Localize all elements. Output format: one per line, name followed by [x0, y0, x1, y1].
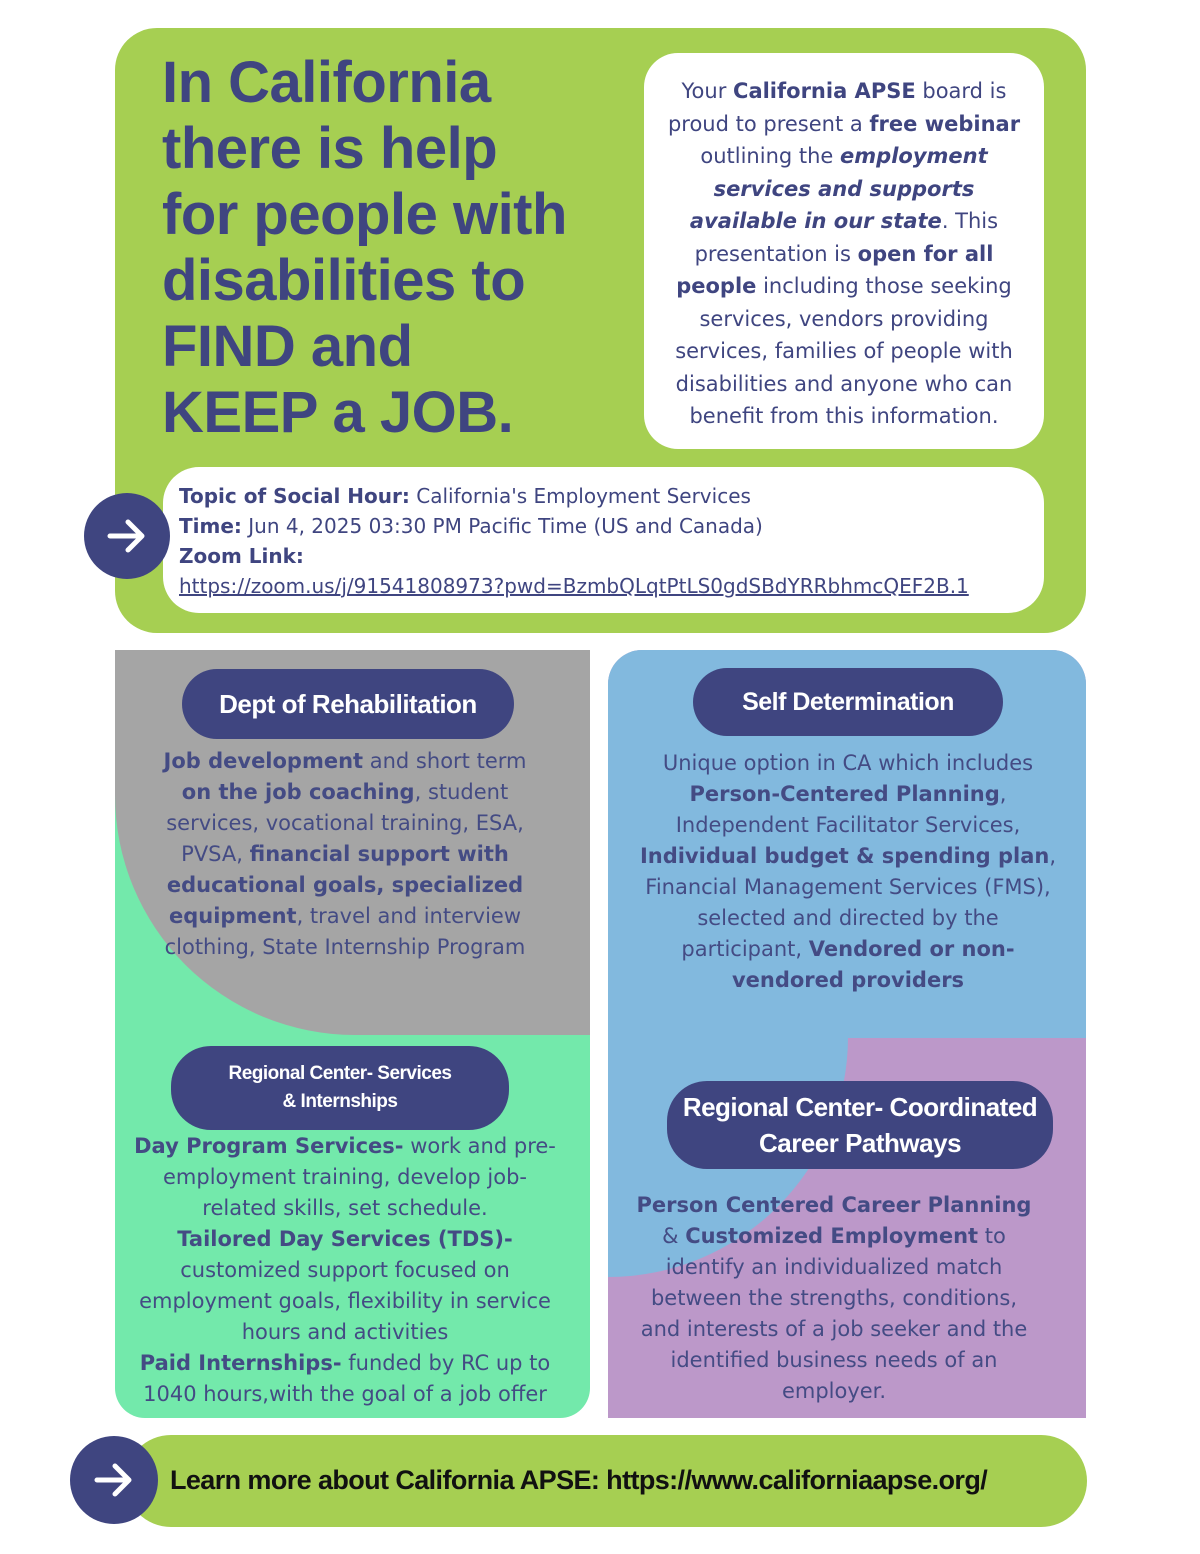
intro-text: Your — [681, 79, 734, 103]
dor-emphasis: Job development — [163, 749, 364, 773]
dor-emphasis: on the job coaching — [181, 780, 415, 804]
footer-link[interactable]: Learn more about California APSE: https://www.californiaapse.org/ — [170, 1465, 988, 1495]
rcsi-title-line: & Internships — [282, 1091, 398, 1112]
dor-text: , travel and interview clothing, State Internship Program — [164, 904, 526, 959]
rccp-body — [636, 1190, 1032, 1407]
headline-line: In California — [162, 50, 491, 115]
intro-text: board is proud to present a — [667, 79, 1007, 136]
intro-text: . This presentation is — [694, 209, 999, 266]
rcsi-text: work and pre-employment training, develop job-related skills, set schedule. — [163, 1134, 556, 1220]
dor-text: and short term — [363, 749, 527, 773]
zoom-link[interactable]: https://zoom.us/j/91541808973?pwd=BzmbQLqtPtLS0gdSBdYRRbhmcQEF2B.1 — [179, 574, 969, 598]
sd-title-pill — [693, 668, 1003, 736]
intro-org-name: California APSE — [733, 79, 916, 103]
footer-arrow-badge — [70, 1436, 158, 1524]
rccp-title-pill — [667, 1081, 1053, 1169]
rcsi-text: customized support focused on employment goals, flexibility in service hours and activities — [139, 1258, 551, 1344]
arrow-right-icon — [104, 513, 150, 559]
sd-emphasis: Individual budget & spending plan — [639, 844, 1050, 868]
sd-body — [636, 748, 1060, 996]
rccp-text: to identify an individualized match between the strengths, conditions, and interests of a job seeker and the identified business needs of an employer. — [640, 1224, 1028, 1403]
headline — [162, 50, 632, 446]
dor-title-pill — [182, 669, 514, 739]
headline-line: disabilities to — [162, 248, 526, 313]
dor-text: , student services, vocational training, ESA, PVSA, — [166, 780, 524, 866]
rcsi-title-line: Regional Center- Services — [228, 1063, 452, 1084]
event-zoom-label: Zoom Link: — [179, 544, 304, 568]
event-topic-label: Topic of Social Hour: — [179, 484, 410, 508]
rcsi-item — [130, 1348, 560, 1410]
sd-text: , Financial Management Services (FMS), selected and directed by the participant, — [645, 844, 1057, 961]
event-time — [179, 511, 1044, 541]
rccp-title-line: Regional Center- Coordinated — [682, 1092, 1038, 1122]
event-topic-value: California's Employment Services — [409, 484, 751, 508]
intro-text: including those seeking services, vendors providing services, families of people with disabilities and anyone who can benefit from this information. — [675, 274, 1013, 428]
headline-line: KEEP a JOB. — [162, 380, 514, 445]
rcsi-body — [130, 1131, 560, 1410]
rccp-text: & — [662, 1224, 686, 1248]
headline-line: for people with — [162, 182, 567, 247]
dor-emphasis: financial support with educational goals, specialized equipment — [166, 842, 524, 928]
sd-text: , Independent Facilitator Services, — [675, 782, 1021, 837]
rcsi-item — [130, 1131, 560, 1224]
rcsi-emphasis: Tailored Day Services (TDS)- — [177, 1227, 513, 1251]
sd-emphasis: Vendored or non-vendored providers — [731, 937, 1015, 992]
event-time-value: Jun 4, 2025 03:30 PM Pacific Time (US and Canada) — [241, 514, 763, 538]
rccp-title-line: Career Pathways — [758, 1128, 962, 1158]
intro-open-all: open for all people — [676, 241, 994, 298]
intro-free-webinar: free webinar — [869, 111, 1021, 136]
intro-text: outlining the — [700, 144, 841, 168]
intro-services-emphasis: employment services and supports available in our state — [689, 144, 988, 233]
rccp-emphasis: Person Centered Career Planning — [636, 1193, 1032, 1217]
headline-line: FIND and — [162, 314, 413, 379]
event-topic — [179, 481, 1044, 511]
sd-emphasis: Person-Centered Planning — [689, 782, 1000, 806]
event-zoom-row — [179, 571, 1044, 601]
rcsi-emphasis: Day Program Services- — [134, 1134, 404, 1158]
event-zoom — [179, 541, 1044, 571]
sd-text: Unique option in CA which includes — [662, 751, 1034, 775]
rcsi-title-pill — [171, 1046, 509, 1130]
rcsi-item — [130, 1224, 560, 1348]
intro-card — [644, 53, 1044, 449]
event-arrow-badge — [84, 493, 170, 579]
dor-body — [150, 746, 540, 963]
event-info-card — [163, 467, 1044, 613]
rcsi-text: funded by RC up to 1040 hours,with the goal of a job offer — [143, 1351, 551, 1406]
sd-title: Self Determination — [742, 687, 954, 716]
arrow-right-icon — [91, 1457, 137, 1503]
headline-line: there is help — [162, 116, 498, 181]
event-time-label: Time: — [179, 514, 242, 538]
rccp-emphasis: Customized Employment — [685, 1224, 979, 1248]
rcsi-emphasis: Paid Internships- — [139, 1351, 342, 1375]
dor-title: Dept of Rehabilitation — [219, 688, 477, 719]
